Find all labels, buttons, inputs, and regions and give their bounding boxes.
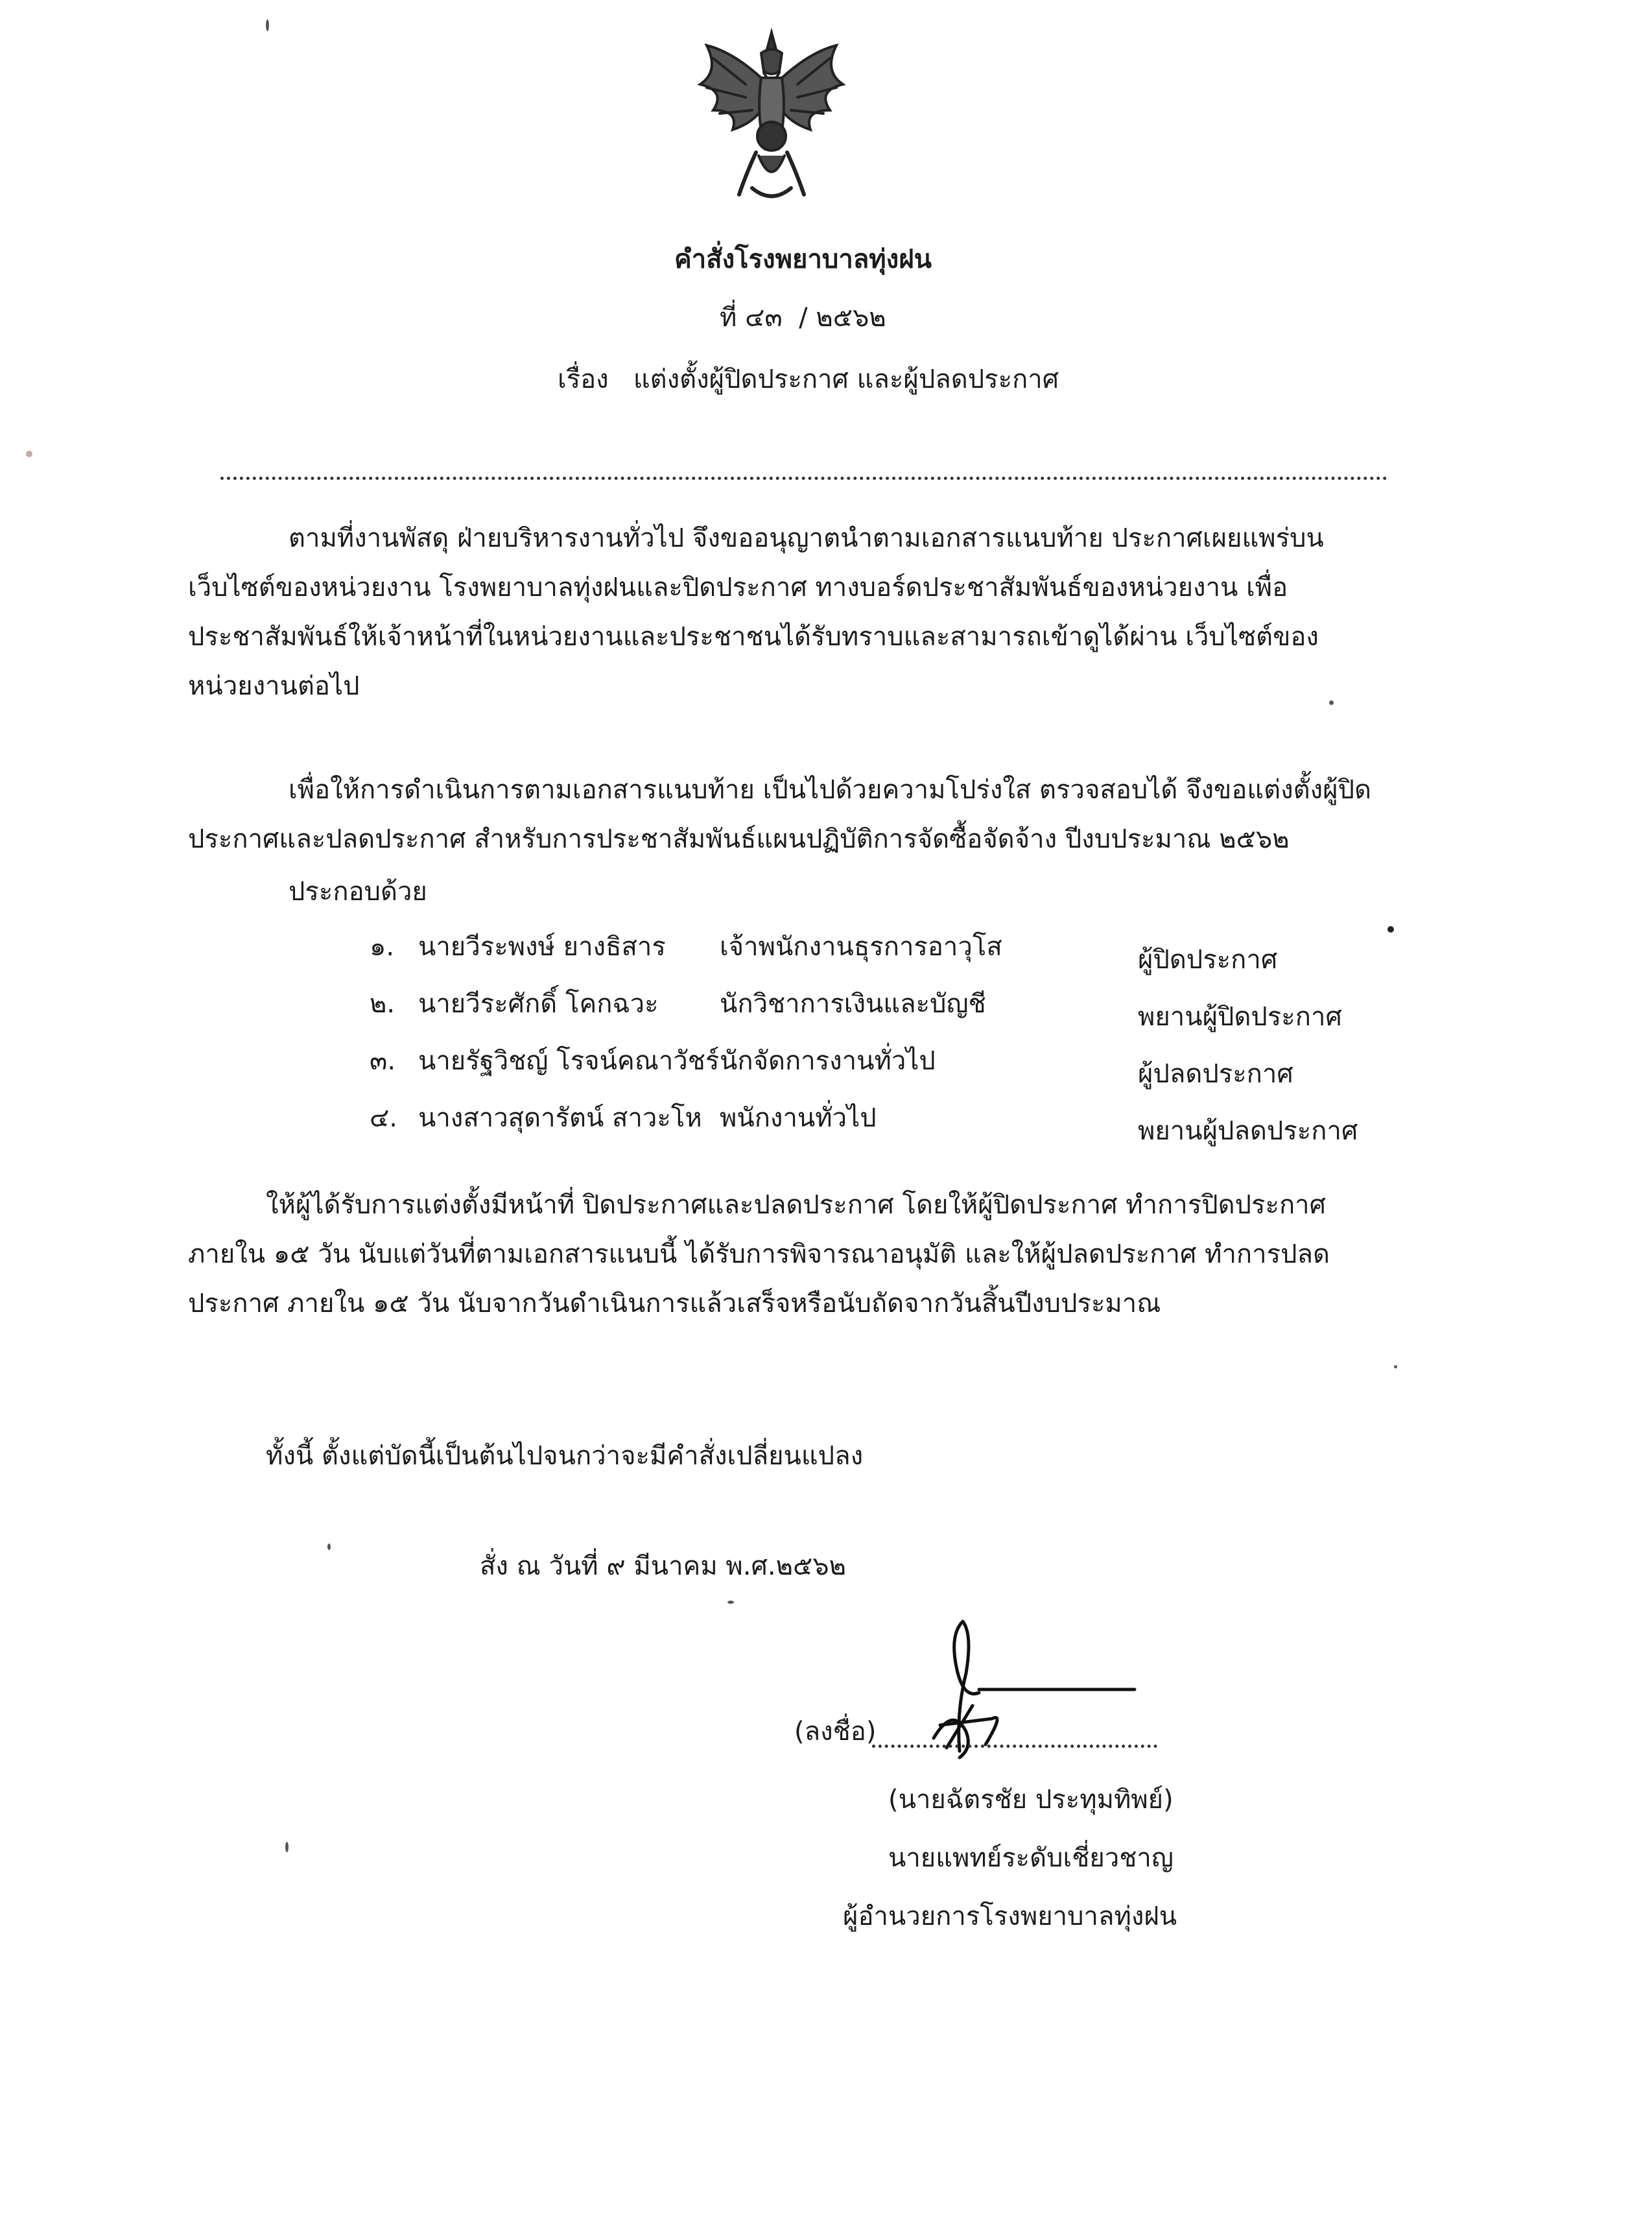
paragraph-line: เว็บไซต์ของหน่วยงาน โรงพยาบาลทุ่งฝนและปิดประกาศ ทางบอร์ดประชาสัมพันธ์ของหน่วยงาน เพื่อ: [188, 573, 1288, 602]
member-number: ๒.: [370, 989, 395, 1019]
paragraph-4: ทั้งนี้ ตั้งแต่บัดนี้เป็นต้นไปจนกว่าจะมีคำสั่งเปลี่ยนแปลง: [266, 1441, 864, 1471]
member-number: ๓.: [370, 1046, 396, 1076]
paragraph-1: [188, 514, 1387, 711]
member-row: [370, 991, 1407, 1048]
signature-scribble: [895, 1608, 1141, 1764]
paragraph-line: ประชาสัมพันธ์ให้เจ้าหน้าที่ในหน่วยงานและประชาชนได้รับทราบและสามารถเข้าดูได้ผ่าน เว็บไซต์ของ: [188, 622, 1319, 652]
number-year: ๒๕๖๒: [816, 303, 886, 333]
member-number: ๔.: [370, 1103, 397, 1133]
scan-speck: [1387, 926, 1394, 933]
member-row: [370, 1048, 1407, 1105]
scan-speck: [727, 1601, 734, 1604]
member-position: นักวิชาการเงินและบัญชี: [720, 989, 986, 1019]
number-prefix: ที่: [720, 303, 737, 333]
member-name: นางสาวสุดารัตน์ สาวะโห: [418, 1103, 702, 1133]
sign-label: (ลงชื่อ): [794, 1717, 877, 1747]
member-role: พยานผู้ปิดประกาศ: [1138, 1002, 1342, 1032]
paragraph-line: ตามที่งานพัสดุ ฝ่ายบริหารงานทั่วไป จึงขออนุญาตนำตามเอกสารแนบท้าย ประกาศเผยแพร่บน: [289, 523, 1324, 553]
order-number: [720, 305, 886, 331]
signer-name: (นายฉัตรชัย ประทุมทิพย์): [888, 1785, 1174, 1815]
member-number: ๑.: [370, 932, 395, 962]
signer-title: นายแพทย์ระดับเชี่ยวชาญ: [888, 1843, 1174, 1873]
subject-label: เรื่อง: [558, 364, 609, 394]
member-row: [370, 934, 1407, 991]
order-subject: [558, 366, 1059, 392]
paragraph-3: [188, 1180, 1407, 1328]
members-intro: ประกอบด้วย: [289, 877, 427, 907]
member-position: นักจัดการงานทั่วไป: [720, 1046, 936, 1076]
member-name: นายวีระพงษ์ ยางธิสาร: [418, 932, 666, 962]
scan-speck: [266, 19, 269, 31]
paragraph-line: ให้ผู้ได้รับการแต่งตั้งมีหน้าที่ ปิดประกาศและปลดประกาศ โดยให้ผู้ปิดประกาศ ทำการปิดประกาศ: [266, 1190, 1327, 1220]
scan-speck: [26, 451, 32, 457]
member-position: เจ้าพนักงานธุรการอาวุโส: [720, 932, 1002, 962]
separator-line: [220, 477, 1387, 480]
paragraph-line: เพื่อให้การดำเนินการตามเอกสารแนบท้าย เป็นไปด้วยความโปร่งใส ตรวจสอบได้ จึงขอแต่งตั้งผู้ปิด: [289, 775, 1371, 805]
member-row: [370, 1105, 1407, 1162]
member-name: นายรัฐวิชญ์ โรจน์คณาวัชร์: [418, 1046, 720, 1076]
scan-speck: [327, 1544, 331, 1550]
member-name: นายวีระศักดิ์ โคกฉวะ: [418, 989, 659, 1019]
scan-speck: [1394, 1365, 1397, 1368]
subject-text: แต่งตั้งผู้ปิดประกาศ และผู้ปลดประกาศ: [633, 364, 1059, 394]
scan-speck: [285, 1842, 289, 1852]
paragraph-line: ประกาศและปลดประกาศ สำหรับการประชาสัมพันธ์แผนปฏิบัติการจัดซื้อจัดจ้าง ปีงบประมาณ ๒๕๖๒: [188, 824, 1290, 854]
member-role: ผู้ปิดประกาศ: [1138, 945, 1278, 975]
member-position: พนักงานทั่วไป: [720, 1103, 877, 1133]
paragraph-line: หน่วยงานต่อไป: [188, 671, 360, 701]
signer-position: ผู้อำนวยการโรงพยาบาลทุ่งฝน: [843, 1902, 1177, 1931]
number-separator: /: [799, 303, 808, 333]
sign-line: [872, 1745, 1157, 1748]
order-date: สั่ง ณ วันที่ ๙ มีนาคม พ.ศ.๒๕๖๒: [480, 1551, 846, 1581]
paragraph-line: ประกาศ ภายใน ๑๕ วัน นับจากวันดำเนินการแล้วเสร็จหรือนับถัดจากวันสิ้นปีงบประมาณ: [188, 1289, 1161, 1318]
order-title: คำสั่งโรงพยาบาลทุ่งฝน: [674, 245, 932, 274]
garuda-emblem: [694, 26, 849, 208]
scan-speck: [1329, 700, 1334, 705]
paragraph-2: [188, 765, 1387, 864]
number-value: ๔๓: [745, 303, 783, 333]
members-list: [370, 934, 1407, 1162]
member-role: ผู้ปลดประกาศ: [1138, 1059, 1293, 1089]
member-role: พยานผู้ปลดประกาศ: [1138, 1116, 1358, 1146]
paragraph-line: ภายใน ๑๕ วัน นับแต่วันที่ตามเอกสารแนบนี้ ได้รับการพิจารณาอนุมัติ และให้ผู้ปลดประกาศ ทำการปลด: [188, 1239, 1330, 1269]
